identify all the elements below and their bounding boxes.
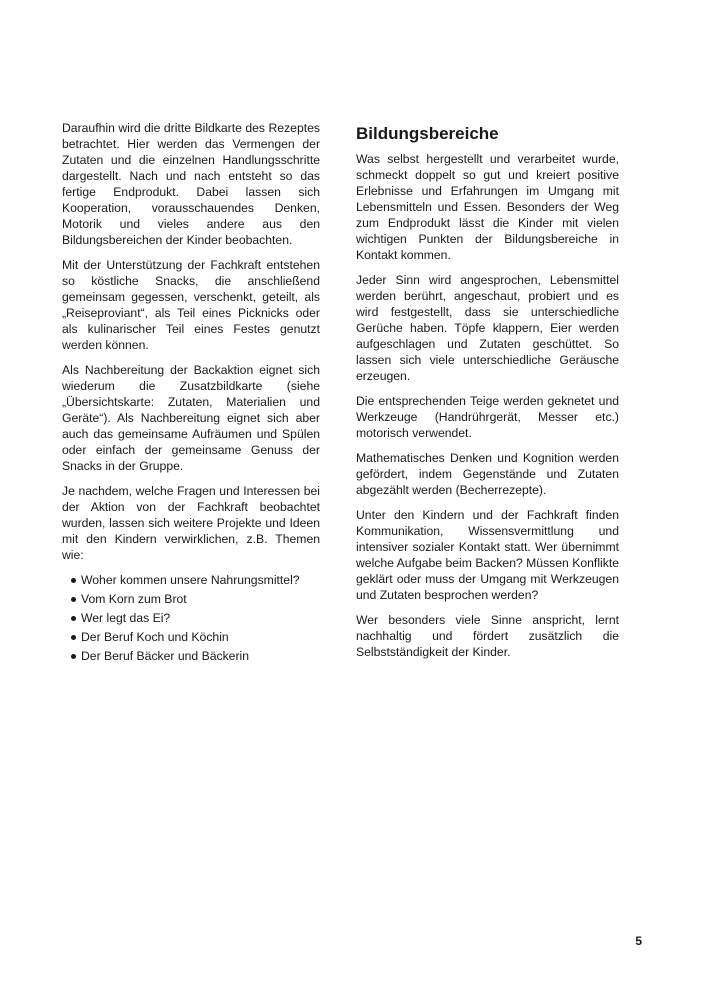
right-paragraph-2: Jeder Sinn wird angesprochen, Lebensmittel werden berührt, angeschaut, probiert und es wird festgestellt, dass sie unterschiedliche Gerüche haben. Töpfe klappern, Eier werden aufgeschlagen und Zutaten geschüttet. So lassen sich viele unterschiedliche Geräusche erzeugen. [356, 273, 619, 383]
left-paragraph-2: Mit der Unterstützung der Fachkraft entstehen so köstliche Snacks, die anschließend gemeinsam gegessen, verschenkt, geteilt, als „Reiseproviant“, als Teil eines Picknicks oder als kulinarischer Teil eines Festes genutzt werden können. [62, 258, 320, 352]
right-column [356, 120, 619, 669]
right-paragraph-6: Wer besonders viele Sinne anspricht, lernt nachhaltig und fördert zusätzlich die Selbstständigkeit der Kinder. [356, 613, 619, 659]
page-number: 5 [635, 934, 642, 948]
list-item [62, 648, 320, 664]
right-paragraph-1: Was selbst hergestellt und verarbeitet wurde, schmeckt doppelt so gut und kreiert positive Erlebnisse und Erfahrungen im Umgang mit Lebensmitteln und Essen. Besonders der Weg zum Endprodukt lässt die Kinder mit vielen wichtigen Punkten der Bildungsbereiche in Kontakt kommen. [356, 152, 619, 262]
list-item [62, 572, 320, 588]
list-item [62, 610, 320, 626]
bullet-icon [71, 635, 76, 640]
left-paragraph-1: Daraufhin wird die dritte Bildkarte des Rezeptes betrachtet. Hier werden das Vermengen der Zutaten und die einzelnen Handlungsschritte dargestellt. Nach und nach entsteht so das fertige Endprodukt. Dabei lassen sich Kooperation, vorausschauendes Denken, Motorik und vieles andere aus den Bildungsbereichen der Kinder beobachten. [62, 121, 320, 247]
right-paragraph-4: Mathematisches Denken und Kognition werden gefördert, indem Gegenstände und Zutaten abgezählt werden (Becherrezepte). [356, 451, 619, 497]
list-item [62, 629, 320, 645]
bullet-icon [71, 616, 76, 621]
list-item-text: Vom Korn zum Brot [81, 592, 187, 606]
left-column [62, 120, 320, 667]
left-paragraph-4: Je nachdem, welche Fragen und Interessen bei der Aktion von der Fachkraft beobachtet wurden, lassen sich weitere Projekte und Ideen mit den Kindern verwirklichen, z.B. Themen wie: [62, 484, 320, 562]
right-paragraph-5: Unter den Kindern und der Fachkraft finden Kommunikation, Wissensvermittlung und intensiver sozialer Kontakt statt. Wer übernimmt welche Aufgabe beim Backen? Müssen Konflikte geklärt oder muss der Umgang mit Werkzeugen und Zutaten besprochen werden? [356, 508, 619, 602]
bullet-icon [71, 578, 76, 583]
list-item-text: Der Beruf Bäcker und Bäckerin [81, 649, 249, 663]
section-heading: Bildungsbereiche [356, 124, 499, 143]
topic-list [62, 572, 320, 664]
list-item-text: Wer legt das Ei? [81, 611, 171, 625]
left-paragraph-3: Als Nachbereitung der Backaktion eignet sich wiederum die Zusatzbildkarte (siehe „Übersichtskarte: Zutaten, Materialien und Geräte“). Als Nachbereitung eignet sich aber auch das gemeinsame Aufräumen und Spülen oder einfach der gemeinsame Genuss der Snacks in der Gruppe. [62, 363, 320, 473]
right-paragraph-3: Die entsprechenden Teige werden geknetet und Werkzeuge (Handrührgerät, Messer etc.) motorisch verwendet. [356, 394, 619, 440]
bullet-icon [71, 597, 76, 602]
list-item-text: Der Beruf Koch und Köchin [81, 630, 229, 644]
list-item-text: Woher kommen unsere Nahrungsmittel? [81, 573, 300, 587]
list-item [62, 591, 320, 607]
bullet-icon [71, 654, 76, 659]
